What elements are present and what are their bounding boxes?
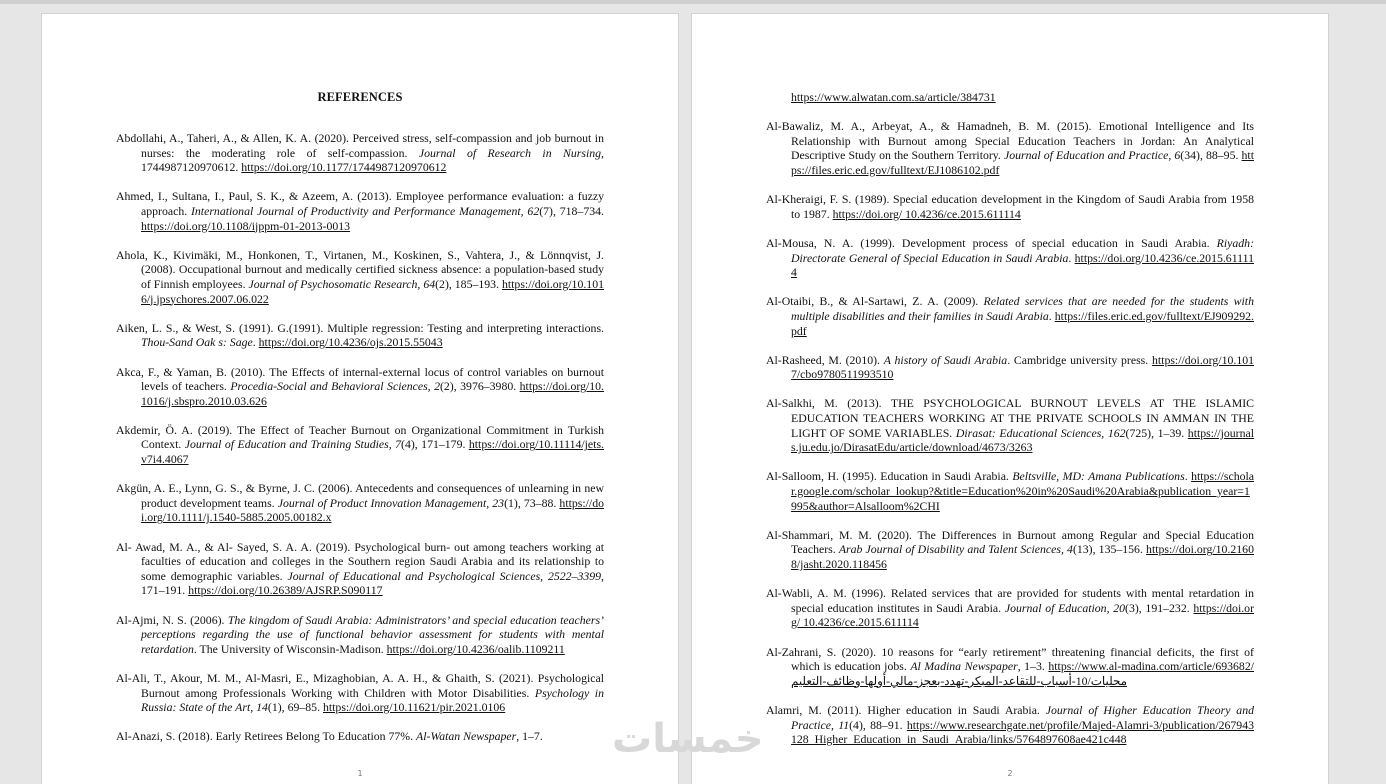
reference-details: . The University of Wisconsin-Madison. [193,641,387,656]
reference-details: . [252,335,259,350]
reference-text: Ahola, K., Kivimäki, M., Honkonen, T., Virtanen, M., Koskinen, S., Vahtera, J., & Lönnqvist, J. (2008). Occupational burnout and medically certified sickness absence: a population-based study of Finnish employees. [116,247,604,291]
reference-text: Abdollahi, A., Taheri, A., & Allen, K. A. (2020). Perceived stress, self-compassion and job burnout in nurses: the moderating role of self-compassion. [116,131,604,160]
reference-details: (2), 3976–3980. [439,379,520,394]
reference-link[interactable]: https://doi.org/10.11114/jets.v7i4.4067 [141,437,604,467]
reference-link[interactable]: https://files.eric.ed.gov/fulltext/EJ1086102.pdf [791,148,1254,177]
reference-source: Al Madina Newspaper [910,659,1018,674]
reference-source: Beltsville, MD: Amana Publications [1012,469,1185,484]
reference-link[interactable]: https://doi.org/10.11621/pir.2021.0106 [322,700,506,715]
reference-link[interactable]: https://doi.org/ 10.4236/ce.2015.611114 [791,600,1255,630]
reference-entry [766,119,1254,177]
reference-entry [766,294,1254,338]
reference-source: Procedia-Social and Behavioral Sciences, 2 [230,379,440,394]
reference-text: Al-Bawaliz, M. A., Arbeyat, A., & Hamadneh, B. M. (2015). Emotional Intelligence and Its Relationship with Burnout among Special Education Teachers in Jordan: An Analytical Descriptive Study on the Southern Territory. [766,119,1254,163]
reference-details: (13), 135–156. [1072,542,1147,557]
reference-link[interactable]: https://doi.org/10.1017/cbo9780511993510 [791,352,1255,382]
document-page-1[interactable] [42,14,678,784]
reference-entry [766,586,1254,630]
reference-details: . [1184,469,1192,484]
reference-source: Psychology in Russia: State of the Art, 14 [141,685,604,715]
reference-source: Thou-Sand Oak s: Sage [141,335,253,350]
reference-source: International Journal of Productivity and Performance Management, 62 [190,203,540,218]
reference-link[interactable]: https://www.researchgate.net/profile/Majed-Alamri-3/publication/267943128_Higher_Education_in_Saudi_Arabia/links/5764897608ae421c448 [791,717,1255,747]
reference-source: Journal of Product Innovation Management, 23 [277,495,505,510]
reference-text: Ahmed, I., Sultana, I., Paul, S. K., & Azeem, A. (2013). Employee performance evaluation: a fuzzy approach. [116,189,604,218]
reference-text: Akdemir, Ö. A. (2019). The Effect of Teacher Burnout on Organizational Commitment in Turkish Context. [116,422,604,452]
reference-source: Riyadh: Directorate General of Special Education in Saudi Arabia [791,235,1254,265]
reference-entry [116,613,604,657]
reference-entry [116,729,604,744]
reference-details: (7), 718–734. [539,203,604,218]
page-number: 1 [357,769,363,778]
reference-text: Akca, F., & Yaman, B. (2010). The Effects of internal-external locus of control variables on burnout levels of teachers. [116,364,604,394]
reference-text: Al-Wabli, A. M. (1996). Related services that are provided for students with mental retardation in special education institutes in Saudi Arabia. [766,586,1254,615]
reference-details: (4), 171–179. [401,437,469,452]
reference-entry [766,236,1254,280]
reference-text: Al-Mousa, N. A. (1999). Development process of special education in Saudi Arabia. [766,235,1217,250]
reference-source: Journal of Research in Nursing [418,145,602,160]
reference-link[interactable]: https://journals.ju.edu.jo/DirasatEdu/article/download/4673/3263 [791,425,1254,455]
reference-details: (1), 73–88. [504,495,560,510]
reference-link[interactable]: https://doi.org/ 10.4236/ce.2015.611114 [832,206,1021,221]
reference-entry [766,528,1254,572]
reference-entry [116,321,604,350]
reference-entry [116,248,604,306]
reference-text: Al-Anazi, S. (2018). Early Retirees Belong To Education 77%. [116,729,417,744]
reference-text: Al-Otaibi, B., & Al-Sartawi, Z. A. (2009). [766,294,984,309]
window-top-edge [0,0,1386,4]
reference-link[interactable]: https://doi.org/10.1177/1744987120970612 [241,160,447,175]
reference-entry [766,703,1254,747]
reference-source: The kingdom of Saudi Arabia: Administrators’ and special education teachers’ perceptions regarding the use of functional behavior assessment for students with mental retardation [141,612,604,656]
reference-link[interactable]: https://doi.org/10.4236/ojs.2015.55043 [258,335,443,350]
reference-text: Al-Shammari, M. M. (2020). The Differences in Burnout among Regular and Special Education Teachers. [766,527,1254,557]
document-page-2[interactable] [692,14,1328,784]
reference-entry [116,540,604,598]
reference-link[interactable]: https://doi.org/10.1111/j.1540-5885.2005.00182.x [141,495,604,525]
references-heading: REFERENCES [317,90,403,104]
reference-details: , 1–7. [516,729,543,744]
reference-source: Journal of Education, 20 [1004,600,1126,615]
reference-details: . Cambridge university press. [1007,352,1152,367]
reference-source: Journal of Education and Training Studies, 7 [184,437,402,452]
reference-link[interactable]: https://doi.org/10.26389/AJSRP.S090117 [188,583,383,598]
reference-details: , 1744987120970612. [141,145,604,175]
reference-source: Al-Watan Newspaper [416,729,517,744]
reference-source: Related services that are needed for the students with multiple disabilities and their families in Saudi Arabia [791,294,1254,323]
reference-text: Al-Rasheed, M. (2010). [766,352,884,367]
reference-link[interactable]: https://www.al-madina.com/article/693682/محليات/10-أسباب-للتقاعد-المبكر-تهدد-بعجز-مالي-أولها-وظائف-التعليم [791,659,1254,688]
reference-list [116,131,604,744]
reference-entry [766,353,1254,382]
page-2-content [766,90,1254,761]
reference-details: (3), 191–232. [1125,600,1194,615]
reference-link[interactable]: https://www.alwatan.com.sa/article/384731 [791,90,996,104]
reference-link[interactable]: https://doi.org/10.21608/jasht.2020.118456 [791,542,1254,571]
page-number: 2 [1007,769,1013,778]
reference-text: Al-Kheraigi, F. S. (1989). Special education development in the Kingdom of Saudi Arabia from 1958 to 1987. [766,192,1254,221]
reference-details: . [1068,250,1075,265]
reference-source: Journal of Educational and Psychological Sciences, 2522–3399 [287,568,602,583]
reference-details: . [1048,308,1055,323]
reference-source: A history of Saudi Arabia [883,352,1008,367]
reference-details: (34), 88–95. [1180,148,1242,163]
reference-source: Journal of Higher Education Theory and Practice, 11 [791,702,1254,732]
reference-source: Journal of Education and Practice, 6 [1003,148,1181,163]
reference-details: (725), 1–39. [1125,425,1188,440]
reference-text: Aiken, L. S., & West, S. (1991). G.(1991). Multiple regression: Testing and interpreting interactions. [116,320,604,335]
reference-text: Al-Salloom, H. (1995). Education in Saudi Arabia. [766,469,1013,484]
page-1-content [116,90,604,759]
reference-source: Dirasat: Educational Sciences, 162 [955,425,1126,440]
reference-entry [116,423,604,467]
reference-link[interactable]: https://doi.org/10.4236/oalib.1109211 [386,641,565,656]
watermark-logo: خمسات [612,716,764,762]
reference-text: Al-Salkhi, M. (2013). THE PSYCHOLOGICAL BURNOUT LEVELS AT THE ISLAMIC EDUCATION TEACHERS WORKING AT THE PRIVATE SCHOOLS IN AMMAN IN THE LIGHT OF SOME VARIABLES. [766,396,1254,440]
reference-link[interactable]: https://files.eric.ed.gov/fulltext/EJ909292.pdf [791,308,1254,338]
reference-entry [766,192,1254,221]
reference-text: Al- Awad, M. A., & Al- Sayed, S. A. A. (2019). Psychological burn- out among teachers working at faculties of education and colleges in the Southern region Saudi Arabia and its relationship to some demographic variables. [116,539,604,583]
reference-entry [116,131,604,175]
reference-link[interactable]: https://doi.org/10.4236/ce.2015.611114 [791,250,1254,280]
reference-entry [116,189,604,233]
reference-entry [766,469,1254,513]
reference-entry [116,365,604,409]
reference-details: , 171–191. [141,568,604,598]
reference-entry [766,396,1254,454]
reference-entry [766,645,1254,689]
reference-details: , 1–3. [1017,659,1049,674]
reference-source: Arab Journal of Disability and Talent Sciences, 4 [838,542,1073,557]
reference-link[interactable]: https://scholar.google.com/scholar_lookup?&title=Education%20in%20Saudi%20Arabia&publication_year=1995&author=Alsalloom%2CHI [791,469,1255,513]
reference-source: Journal of Psychosomatic Research, 64 [248,276,436,291]
reference-link[interactable]: https://doi.org/10.1016/j.sbspro.2010.03.626 [141,379,604,408]
reference-text: Akgün, A. E., Lynn, G. S., & Byrne, J. C. (2006). Antecedents and consequences of unlearning in new product development teams. [116,481,604,510]
reference-text: Alamri, M. (2011). Higher education in Saudi Arabia. [766,702,1046,717]
reference-text: Al-Ajmi, N. S. (2006). [116,612,228,627]
reference-details: (4), 88–91. [849,717,907,732]
reference-entry [116,671,604,715]
reference-text: Al-Zahrani, S. (2020). 10 reasons for “early retirement” threatening financial deficits, the first of which is education jobs. [766,644,1254,674]
reference-list [766,119,1254,747]
reference-link[interactable]: https://doi.org/10.1016/j.jpsychores.2007.06.022 [141,276,604,306]
reference-details: (2), 185–193. [435,276,502,291]
reference-details: (1), 69–85. [267,700,323,715]
reference-link[interactable]: https://doi.org/10.1108/ijppm-01-2013-0013 [141,218,351,233]
reference-entry [116,481,604,525]
reference-text: Al-Ali, T., Akour, M. M., Al-Masri, E., Mizaghobian, A. A. H., & Ghaith, S. (2021). Psychological Burnout among Professionals Working with Children with Motor Disabilities. [116,670,604,700]
